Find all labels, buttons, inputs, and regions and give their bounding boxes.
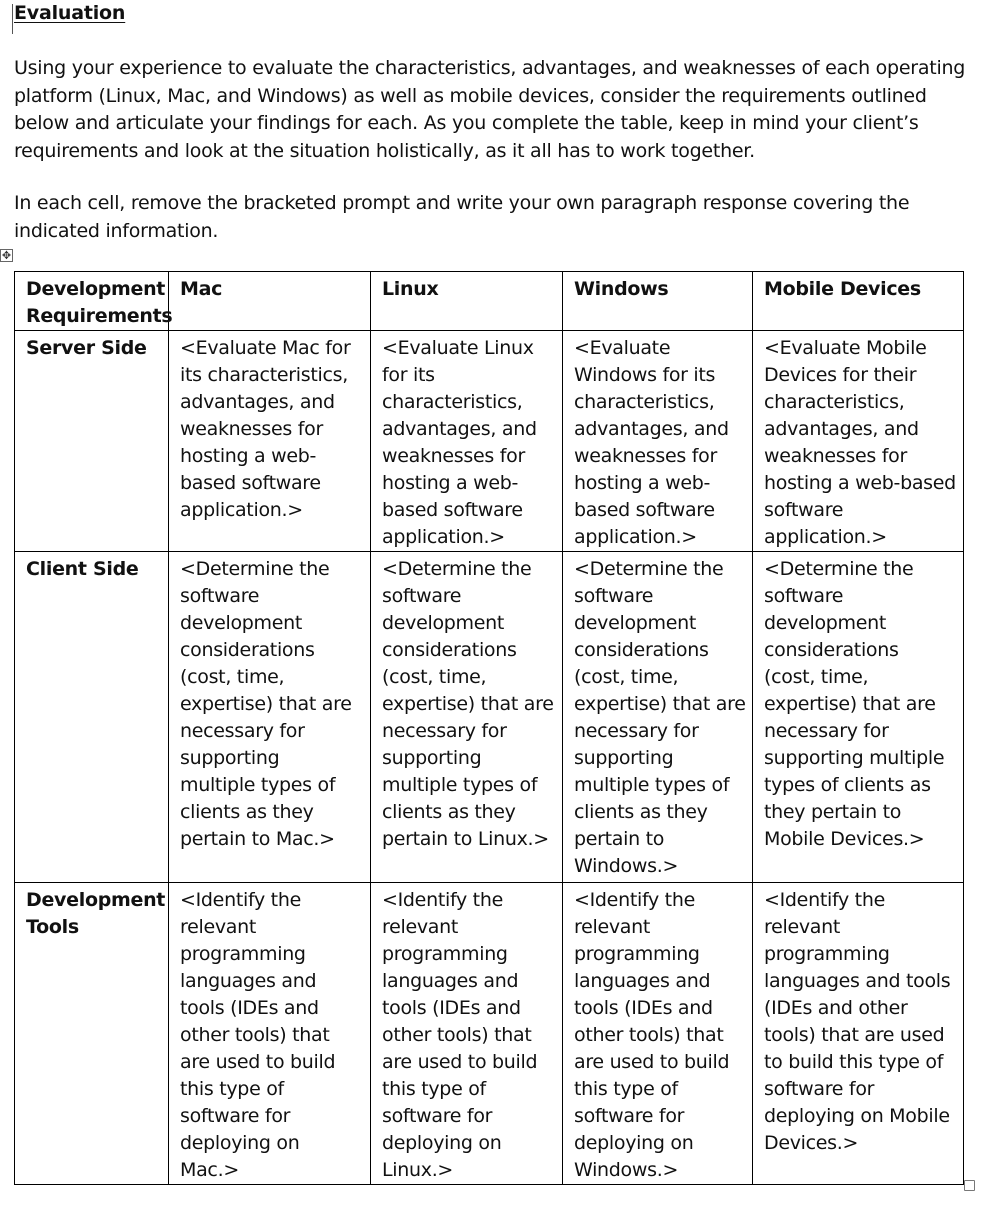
cell-text-line: expertise) that are <box>382 693 554 715</box>
cell-text-line: programming <box>574 943 700 965</box>
cell-text-line: this type of <box>180 1078 284 1100</box>
cell-tools-windows[interactable] <box>563 883 753 1185</box>
cell-text-line: this type of <box>382 1078 486 1100</box>
cell-text-line: Windows.> <box>574 1159 679 1181</box>
cell-text-line: languages and tools <box>764 970 951 992</box>
cell-server-side-label[interactable] <box>15 331 169 552</box>
cell-text-line: software for <box>382 1105 493 1127</box>
cell-text-line: software for <box>764 1078 875 1100</box>
cell-text-line: languages and <box>382 970 519 992</box>
cell-text-line: for its <box>382 364 435 386</box>
cell-client-windows[interactable] <box>563 552 753 883</box>
cell-text-line: clients as they <box>382 801 516 823</box>
cell-text-line: weaknesses for <box>574 445 717 467</box>
table-row-development-tools <box>15 883 964 1185</box>
cell-text-line: multiple types of <box>574 774 730 796</box>
cell-text-line: application.> <box>764 526 887 548</box>
text-cursor <box>12 4 13 34</box>
intro-line: below and articulate your findings for each. As you complete the table, keep in mind your client’s <box>14 112 919 134</box>
cell-client-mac[interactable] <box>169 552 371 883</box>
cell-header-mobile-devices[interactable] <box>753 272 964 331</box>
cell-text-line: <Evaluate Linux <box>382 337 534 359</box>
instruction-line: In each cell, remove the bracketed prompt and write your own paragraph response covering the <box>14 192 910 214</box>
cell-text-line: application.> <box>180 499 303 521</box>
cell-text-line: software <box>574 585 654 607</box>
cell-text-line: other tools) that <box>574 1024 724 1046</box>
instruction-line: indicated information. <box>14 219 219 242</box>
cell-text-line: Server Side <box>26 337 147 359</box>
cell-text-line: programming <box>180 943 306 965</box>
cell-text-line: (cost, time, <box>574 666 679 688</box>
cell-text-line: relevant <box>764 916 841 938</box>
cell-text-line: Requirements <box>26 305 173 327</box>
cell-development-requirements[interactable] <box>15 272 173 331</box>
cell-text-line: <Determine the <box>764 558 914 580</box>
cell-text-line: considerations <box>382 639 517 661</box>
cell-development-tools-label[interactable] <box>15 883 169 1185</box>
cell-text-line: are used to build <box>382 1051 538 1073</box>
cell-text-line: pertain to Mac.> <box>180 828 335 850</box>
cell-text-line: considerations <box>764 639 899 661</box>
cell-text-line: tools) that are used <box>764 1024 945 1046</box>
cell-server-linux[interactable] <box>371 331 563 552</box>
cell-text-line: characteristics, <box>764 391 905 413</box>
cell-text-line: <Identify the <box>180 889 301 911</box>
cell-text-line: Client Side <box>26 558 139 580</box>
cell-text-line: necessary for <box>764 720 889 742</box>
cell-text-line: application.> <box>382 526 505 548</box>
cell-text-line: multiple types of <box>180 774 336 796</box>
cell-text-line: Mac.> <box>180 1159 239 1181</box>
cell-text-line: considerations <box>180 639 315 661</box>
table-header-row <box>15 272 964 331</box>
cell-text-line: weaknesses for <box>382 445 525 467</box>
cell-text-line: other tools) that <box>382 1024 532 1046</box>
table-row-server-side <box>15 331 964 552</box>
cell-text-line: Windows for its <box>574 364 716 386</box>
cell-text-line: <Evaluate <box>574 337 671 359</box>
cell-text-line: are used to build <box>180 1051 336 1073</box>
cell-tools-mac[interactable] <box>169 883 371 1185</box>
cell-text-line: software for <box>180 1105 291 1127</box>
cell-text-line: to build this type of <box>764 1051 944 1073</box>
cell-text-line: <Identify the <box>764 889 885 911</box>
cell-text-line: pertain to <box>574 828 665 850</box>
cell-text-line: supporting <box>574 747 674 769</box>
cell-text-line: software <box>764 499 844 521</box>
cell-text-line: Development <box>26 278 166 300</box>
cell-text-line: supporting multiple <box>764 747 945 769</box>
cell-text-line: advantages, and <box>764 418 919 440</box>
intro-paragraph[interactable] <box>14 55 964 165</box>
cell-text-line: tools (IDEs and <box>382 997 521 1019</box>
intro-line: platform (Linux, Mac, and Windows) as well as mobile devices, consider the requirements outlined <box>14 84 927 107</box>
cell-text-line: deploying on <box>574 1132 694 1154</box>
cell-tools-linux[interactable] <box>371 883 563 1185</box>
cell-text-line: (cost, time, <box>382 666 487 688</box>
table-resize-handle[interactable] <box>964 1180 975 1191</box>
cell-text-line: relevant <box>382 916 459 938</box>
cell-text-line: Tools <box>26 916 79 938</box>
cell-text-line: <Evaluate Mac for <box>180 337 351 359</box>
cell-text-line: <Determine the <box>574 558 724 580</box>
cell-text-line: clients as they <box>180 801 314 823</box>
cell-client-side-label[interactable] <box>15 552 169 883</box>
cell-text-line: development <box>764 612 887 634</box>
cell-text-line: Mobile Devices.> <box>764 828 925 850</box>
cell-header-windows[interactable] <box>563 272 753 331</box>
cell-text-line: necessary for <box>574 720 699 742</box>
cell-text-line: types of clients as <box>764 774 931 796</box>
cell-text-line: deploying on Mobile <box>764 1105 950 1127</box>
cell-text-line: deploying on <box>382 1132 502 1154</box>
cell-text-line: relevant <box>180 916 257 938</box>
cell-header-mac[interactable] <box>169 272 371 331</box>
cell-text-line: advantages, and <box>382 418 537 440</box>
cell-text-line: characteristics, <box>574 391 715 413</box>
cell-text-line: Linux <box>382 278 439 300</box>
cell-text-line: they pertain to <box>764 801 902 823</box>
cell-text-line: languages and <box>180 970 317 992</box>
cell-text-line: are used to build <box>574 1051 730 1073</box>
cell-text-line: Devices.> <box>764 1132 859 1154</box>
cell-tools-mobile[interactable] <box>753 883 964 1185</box>
cell-text-line: characteristics, <box>382 391 523 413</box>
cell-header-linux[interactable] <box>371 272 563 331</box>
cell-text-line: programming <box>382 943 508 965</box>
cell-text-line: <Evaluate Mobile <box>764 337 927 359</box>
cell-text-line: <Identify the <box>574 889 695 911</box>
cell-text-line: development <box>382 612 505 634</box>
cell-text-line: tools (IDEs and <box>574 997 713 1019</box>
cell-text-line: expertise) that are <box>764 693 936 715</box>
cell-text-line: hosting a web- <box>574 472 711 494</box>
cell-text-line: Development <box>26 889 166 911</box>
cell-text-line: deploying on <box>180 1132 300 1154</box>
cell-server-mac[interactable] <box>169 331 371 552</box>
cell-text-line: development <box>180 612 303 634</box>
cell-text-line: pertain to Linux.> <box>382 828 549 850</box>
cell-text-line: development <box>574 612 697 634</box>
cell-text-line: weaknesses for <box>180 418 323 440</box>
cell-text-line: (cost, time, <box>764 666 869 688</box>
page-title: Evaluation <box>14 2 126 24</box>
cell-text-line: advantages, and <box>574 418 729 440</box>
cell-text-line: necessary for <box>382 720 507 742</box>
cell-text-line: languages and <box>574 970 711 992</box>
cell-text-line: hosting a web-based <box>764 472 956 494</box>
cell-text-line: its characteristics, <box>180 364 348 386</box>
cell-text-line: <Determine the <box>382 558 532 580</box>
cell-text-line: clients as they <box>574 801 708 823</box>
cell-text-line: <Identify the <box>382 889 503 911</box>
cell-text-line: weaknesses for <box>764 445 907 467</box>
cell-text-line: Windows.> <box>574 855 679 877</box>
cell-text-line: this type of <box>574 1078 678 1100</box>
cell-text-line: advantages, and <box>180 391 335 413</box>
cell-text-line: Devices for their <box>764 364 917 386</box>
cell-text-line: multiple types of <box>382 774 538 796</box>
cell-text-line: supporting <box>180 747 280 769</box>
cell-text-line: based software <box>382 499 523 521</box>
cell-text-line: tools (IDEs and <box>180 997 319 1019</box>
intro-line: requirements and look at the situation holistically, as it all has to work together. <box>14 139 755 162</box>
cell-text-line: based software <box>574 499 715 521</box>
cell-text-line: Mobile Devices <box>764 278 921 300</box>
cell-text-line: software <box>764 585 844 607</box>
cell-text-line: based software <box>180 472 321 494</box>
cell-text-line: hosting a web- <box>382 472 519 494</box>
cell-text-line: expertise) that are <box>574 693 746 715</box>
cell-text-line: considerations <box>574 639 709 661</box>
cell-text-line: application.> <box>574 526 697 548</box>
intro-line: Using your experience to evaluate the characteristics, advantages, and weaknesses of each operating <box>14 57 966 79</box>
evaluation-table <box>14 271 964 1185</box>
cell-client-mobile[interactable] <box>753 552 964 883</box>
cell-text-line: necessary for <box>180 720 305 742</box>
cell-text-line: supporting <box>382 747 482 769</box>
instruction-paragraph[interactable] <box>14 190 964 245</box>
cell-text-line: other tools) that <box>180 1024 330 1046</box>
cell-text-line: (IDEs and other <box>764 997 908 1019</box>
cell-text-line: programming <box>764 943 890 965</box>
cell-text-line: Windows <box>574 278 669 300</box>
cell-text-line: Linux.> <box>382 1159 454 1181</box>
cell-server-mobile[interactable] <box>753 331 964 552</box>
table-row-client-side <box>15 552 964 883</box>
cell-text-line: expertise) that are <box>180 693 352 715</box>
cell-text-line: software for <box>574 1105 685 1127</box>
cell-client-linux[interactable] <box>371 552 563 883</box>
table-move-handle-icon[interactable]: ✥ <box>1 249 12 262</box>
cell-text-line: Mac <box>180 278 223 300</box>
cell-text-line: relevant <box>574 916 651 938</box>
cell-text-line: (cost, time, <box>180 666 285 688</box>
cell-text-line: software <box>180 585 260 607</box>
cell-text-line: software <box>382 585 462 607</box>
cell-text-line: hosting a web- <box>180 445 317 467</box>
cell-text-line: <Determine the <box>180 558 330 580</box>
cell-server-windows[interactable] <box>563 331 753 552</box>
